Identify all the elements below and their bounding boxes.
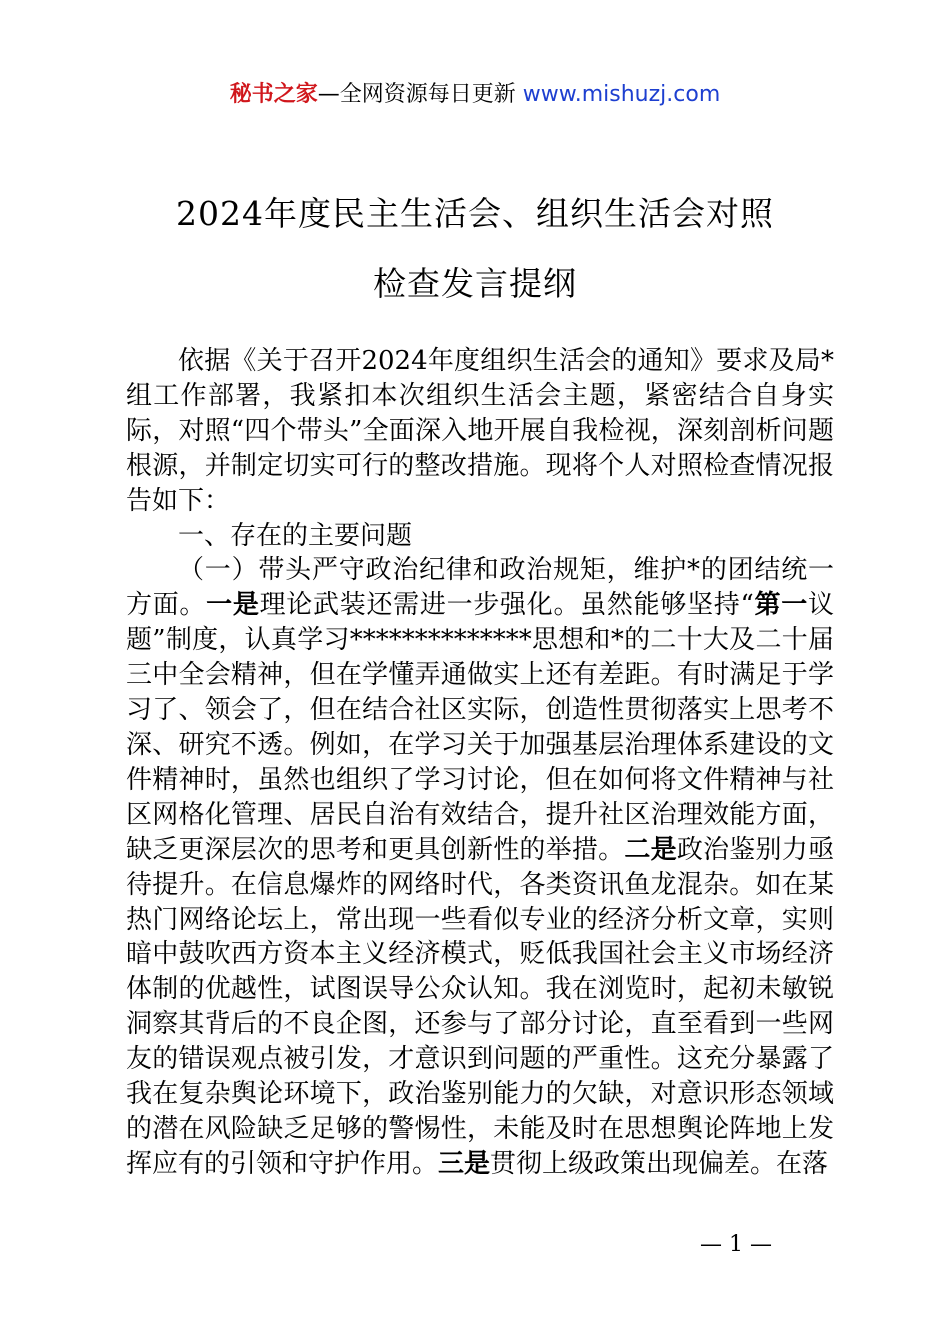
point-3-label: 三是 bbox=[438, 1148, 491, 1179]
section-heading: 一、存在的主要问题 bbox=[178, 520, 413, 551]
subsection-heading: （一）带头严守政治纪律和政治规矩，维护*的团结统一方面。 bbox=[126, 555, 834, 621]
page-number: — 1 — bbox=[700, 1232, 772, 1257]
brand-name: 秘书之家 bbox=[229, 82, 318, 107]
site-url-link[interactable]: www.mishuzj.com bbox=[522, 82, 721, 107]
point-1-bold: 第一 bbox=[753, 590, 808, 621]
point-2-label: 二是 bbox=[624, 834, 677, 865]
point-1-text-b: 议题”制度，认真学习**************思想和*的二十大及二十届三中全会精神，但在学懂弄通做实上还有差距。有时满足于学习了、领会了，但在结合社区实际，创造性贯彻落实上思考不深、研究不透。例如，在学习关于加强基层治理体系建设的文件精神时，虽然也组织了学习讨论，但在如何将文件精神与社区网格化管理、居民自治有效结合，提升社区治理效能方面，缺乏更深层次的思考和更具创新性的举措。 bbox=[126, 590, 834, 865]
document-title-line-2: 检查发言提纲 bbox=[373, 264, 577, 303]
point-3-text: 贯彻上级政策出现偏差。在落 bbox=[490, 1148, 829, 1179]
point-1-text-a: 理论武装还需进一步强化。虽然能够坚持“ bbox=[259, 590, 754, 621]
document-body bbox=[126, 344, 834, 1182]
issue-paragraph bbox=[126, 553, 834, 1181]
document-title-line-1: 2024年度民主生活会、组织生活会对照 bbox=[176, 194, 774, 233]
site-header bbox=[0, 80, 950, 110]
point-1-label: 一是 bbox=[206, 590, 260, 621]
point-2-text: 政治鉴别力亟待提升。在信息爆炸的网络时代，各类资讯鱼龙混杂。如在某热门网络论坛上，常出现一些看似专业的经济分析文章，实则暗中鼓吹西方资本主义经济模式，贬低我国社会主义市场经济体制的优越性，试图误导公众认知。我在浏览时，起初未敏锐洞察其背后的不良企图，还参与了部分讨论，直至看到一些网友的错误观点被引发，才意识到问题的严重性。这充分暴露了我在复杂舆论环境下，政治鉴别能力的欠缺，对意识形态领域的潜在风险缺乏足够的警惕性，未能及时在思想舆论阵地上发挥应有的引领和守护作用。 bbox=[126, 834, 834, 1179]
header-tagline: —全网资源每日更新 bbox=[317, 82, 516, 107]
intro-paragraph: 依据《关于召开2024年度组织生活会的通知》要求及局*组工作部署，我紧扣本次组织生活会主题，紧密结合自身实际，对照“四个带头”全面深入地开展自我检视，深刻剖析问题根源，并制定切实可行的整改措施。现将个人对照检查情况报告如下： bbox=[126, 346, 834, 516]
